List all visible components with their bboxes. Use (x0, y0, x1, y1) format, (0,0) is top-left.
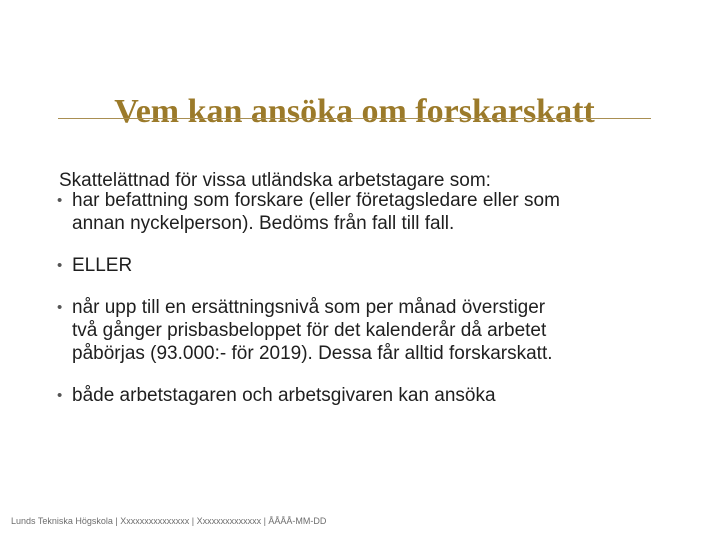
title-divider (58, 118, 651, 119)
bullet-marker: • (57, 257, 63, 274)
bullet-item (55, 189, 675, 235)
bullet-text: både arbetstagaren och arbetsgivaren kan ansöka (72, 385, 496, 406)
slide-footer: Lunds Tekniska Högskola | Xxxxxxxxxxxxxxx | Xxxxxxxxxxxxxx | ÅÅÅÅ-MM-DD (11, 516, 327, 526)
bullet-item (55, 254, 675, 277)
bullet-marker: • (57, 192, 63, 209)
bullet-text: ELLER (72, 255, 133, 276)
bullet-text: når upp till en ersättningsnivå som per månad överstiger två gånger prisbasbeloppet för det kalenderår då arbetet påbörjas (93.000:- för 2019). Dessa får alltid forskarskatt. (72, 297, 553, 364)
bullet-item (55, 296, 675, 365)
bullet-item (55, 384, 675, 407)
bullet-marker: • (57, 387, 63, 404)
bullet-list (55, 189, 675, 426)
intro-text: Skattelättnad för vissa utländska arbetstagare som: (59, 170, 491, 191)
slide-title: Vem kan ansöka om forskarskatt (114, 92, 595, 130)
bullet-marker: • (57, 299, 63, 316)
bullet-text: har befattning som forskare (eller företagsledare eller som annan nyckelperson). Bedöms från fall till fall. (72, 190, 560, 234)
